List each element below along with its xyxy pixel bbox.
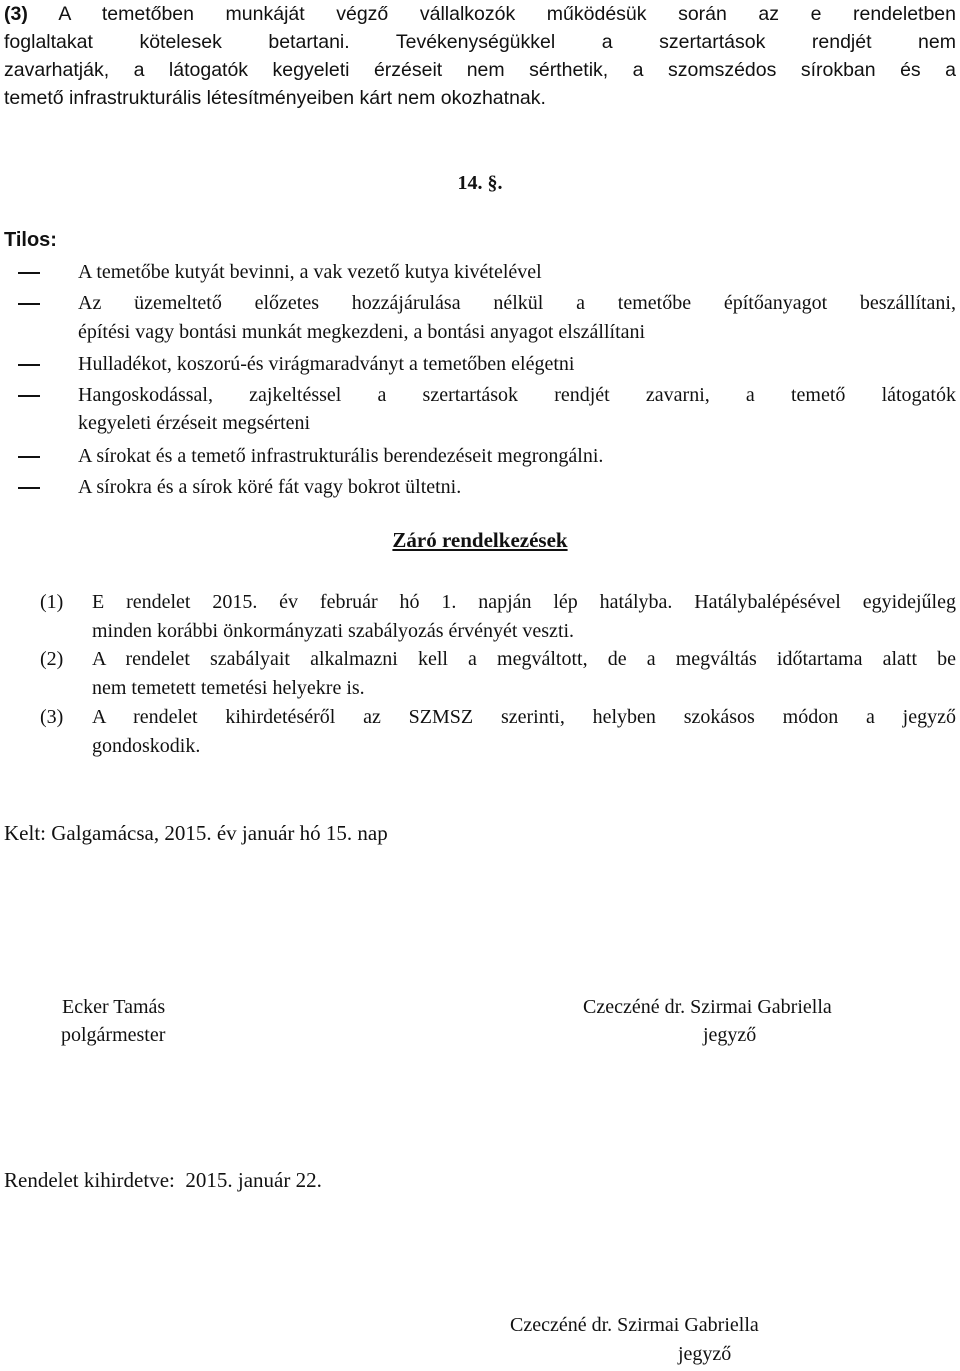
kihirdetve-line: Rendelet kihirdetve: 2015. január 22. <box>4 1168 322 1192</box>
section-number: 14. §. <box>457 172 503 194</box>
tilos-item-2-line-2: építési vagy bontási munkát megkezdeni, a bontási anyagot elszállítani <box>78 321 646 343</box>
signature-left-title: polgármester <box>61 1024 166 1046</box>
tilos-item-3: Hulladékot, koszorú-és virágmaradványt a temetőben elégetni <box>78 353 575 375</box>
tilos-label: Tilos: <box>4 229 57 251</box>
intro-line-3: zavarhatják, a látogatók kegyeleti érzéseit nem sérthetik, a szomszédos sírokban és a <box>4 59 956 81</box>
dash-bullet-1 <box>18 272 40 274</box>
signature-right-name: Czeczéné dr. Szirmai Gabriella <box>583 996 832 1018</box>
kelt-line: Kelt: Galgamácsa, 2015. év január hó 15. nap <box>4 821 388 845</box>
tilos-item-4-line-1: Hangoskodással, zajkeltéssel a szertartások rendjét zavarni, a temető látogatók <box>78 384 956 406</box>
closing-item-1-line-2: minden korábbi önkormányzati szabályozás érvényét veszti. <box>92 620 575 642</box>
closing-title: Záró rendelkezések <box>392 528 568 552</box>
closing-item-3-line-1: A rendelet kihirdetéséről az SZMSZ szerinti, helyben szokásos módon a jegyző <box>92 706 956 728</box>
closing-item-2-line-2: nem temetett temetési helyekre is. <box>92 677 365 699</box>
closing-item-1-line-1: E rendelet 2015. év február hó 1. napján lép hatályba. Hatálybalépésével egyidejűleg <box>92 591 956 613</box>
intro-number: (3) <box>4 3 28 25</box>
dash-bullet-6 <box>18 487 40 489</box>
closing-number-3: (3) <box>40 706 64 728</box>
dash-bullet-5 <box>18 456 40 458</box>
closing-item-2-line-1: A rendelet szabályait alkalmazni kell a megváltott, de a megváltás időtartama alatt be <box>92 648 956 670</box>
signature-right-title: jegyző <box>703 1024 757 1046</box>
tilos-item-2-line-1: Az üzemeltető előzetes hozzájárulása nélkül a temetőbe építőanyagot beszállítani, <box>78 292 956 314</box>
dash-bullet-3 <box>18 364 40 366</box>
closing-item-3-line-2: gondoskodik. <box>92 735 201 757</box>
intro-line-2: foglaltakat kötelesek betartani. Tevékenységükkel a szertartások rendjét nem <box>4 31 956 53</box>
intro-line-4: temető infrastrukturális létesítményeiben kárt nem okozhatnak. <box>4 87 546 109</box>
final-signature-title: jegyző <box>678 1343 732 1365</box>
closing-number-1: (1) <box>40 591 64 613</box>
tilos-item-5: A sírokat és a temető infrastrukturális berendezéseit megrongálni. <box>78 445 604 467</box>
closing-number-2: (2) <box>40 648 64 670</box>
final-signature-name: Czeczéné dr. Szirmai Gabriella <box>510 1314 759 1336</box>
dash-bullet-2 <box>18 303 40 305</box>
dash-bullet-4 <box>18 395 40 397</box>
tilos-item-6: A sírokra és a sírok köré fát vagy bokrot ültetni. <box>78 476 462 498</box>
tilos-item-4-line-2: kegyeleti érzéseit megsérteni <box>78 412 311 434</box>
signature-left-name: Ecker Tamás <box>62 996 166 1018</box>
intro-line-1: (3) A temetőben munkáját végző vállalkozók működésük során az e rendeletben <box>4 3 956 25</box>
tilos-item-1: A temetőbe kutyát bevinni, a vak vezető kutya kivételével <box>78 261 542 283</box>
intro-paragraph <box>4 0 956 112</box>
